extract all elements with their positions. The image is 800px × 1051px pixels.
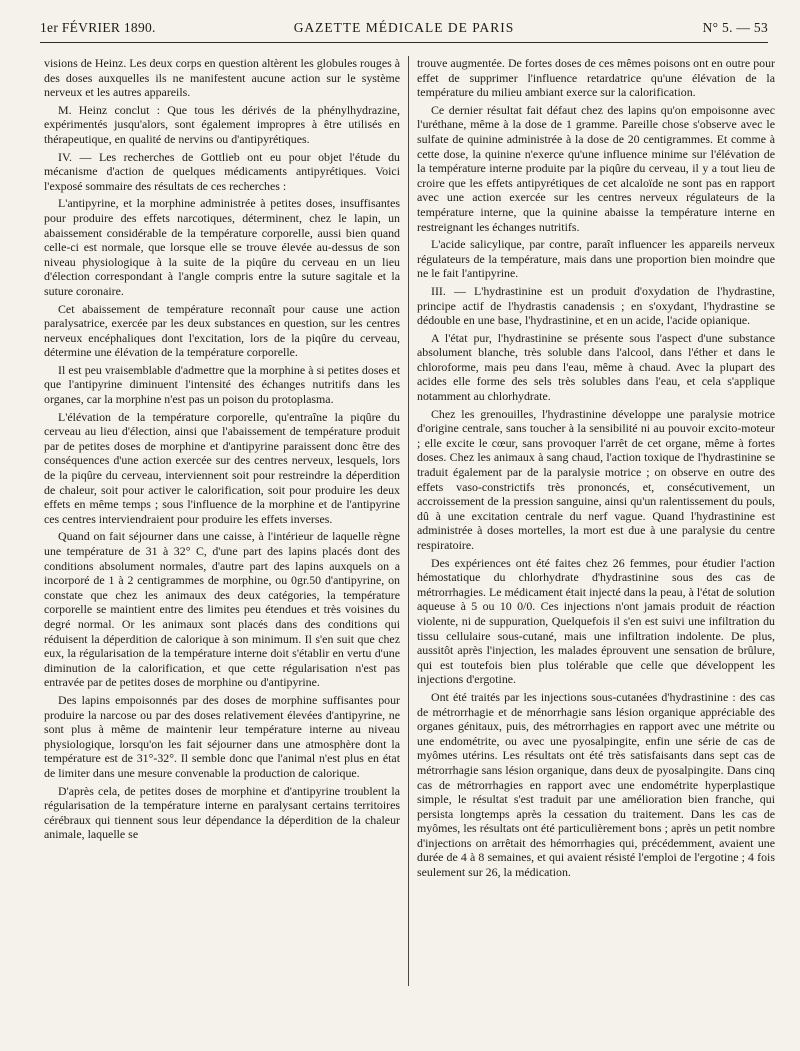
paragraph: Des expériences ont été faites chez 26 femmes, pour étudier l'action hémostatique du chlorhydrate d'hydrastinine sous des cas de métrorrhagies. Le médicament était injecté dans la peau, à l'état de solution aqueuse à 5 ou 10 0/0. Ces injections n'ont jamais produit de réaction violente, ni de suppuration, Quelquefois il s'en est suivi une infiltration du tissu cellulaire sous-cutané, mais une infiltration indolente. De plus, aussitôt après l'injection, les malades éprouvent une sensation de brûlure, qui est toutefois bien plus tolérable que celle que développent les injections d'ergotine.: [417, 555, 775, 687]
paragraph: L'antipyrine, et la morphine administrée à petites doses, insuffisantes pour produire des effets narcotiques, déterminent, chez le lapin, un abaissement considérable de la température corporelle, aussi bien quand celle-ci est normale, que lorsque elle se trouve élevée au-dessus de son niveau physiologique à la suite de la piqûre du cerveau en un lieu d'élection correspondant à l'angle compris entre la suture sagitale et la suture coronaire.: [44, 196, 400, 298]
header-issue-page: N° 5. — 53: [702, 20, 768, 35]
paragraph: M. Heinz conclut : Que tous les dérivés de la phénylhydrazine, expérimentés jusqu'alors, sont également impropres à être utilisés en thérapeutique, en qualité de nervins ou d'antipyrétiques.: [44, 102, 400, 146]
paragraph: Ce dernier résultat fait défaut chez des lapins qu'on empoisonne avec l'uréthane, même à la dose de 1 gramme. Pareille chose s'observe avec le sulfate de quinine administrée à la dose de 20 centigrammes. Et comme à cette dose, la quinine n'exerce qu'une influence minime sur l'élévation de la température interne produite par la piqûre du cerveau, il y a tout lieu de croire que les effets antipyrétiques de cet alcaloïde ne sont pas en rapport avec une action exercée sur les centres nerveux régulateurs de la température interne, que la quinine abaisse la température interne en restreignant les échanges nutritifs.: [417, 102, 775, 234]
paragraph: L'élévation de la température corporelle, qu'entraîne la piqûre du cerveau au lieu d'élection, ainsi que l'abaissement de température produit par de petites doses de morphine et d'antipyrine paraissent donc être des conséquences d'une action exercée sur des centres nerveux, lesquels, lors de la piqûre du cerveau, interviennent soit pour restreindre la déperdition de chaleur, soit pour activer le calorification, soit pour produire les deux effets en même temps ; sous l'influence de la morphine et de l'antipyrine ces centres interviendraient pour produire les effets inverses.: [44, 409, 400, 526]
header-journal-title: GAZETTE MÉDICALE DE PARIS: [293, 20, 515, 35]
column-divider: [408, 56, 409, 986]
paragraph: trouve augmentée. De fortes doses de ces mêmes poisons ont en outre pour effet de supprimer l'influence retardatrice qu'une élévation de la température du milieu ambiant exerce sur la calorification.: [417, 56, 775, 100]
paragraph: IV. — Les recherches de Gottlieb ont eu pour objet l'étude du mécanisme d'action de quelques médicaments antipyrétiques. Voici l'exposé sommaire des résultats de ces recherches :: [44, 149, 400, 193]
left-column: [44, 56, 400, 1041]
paragraph: D'après cela, de petites doses de morphine et d'antipyrine troublent la régularisation de la température interne en paralysant certains territoires cérébraux qui tiennent sous leur dépendance la déperdition de la chaleur animale, laquelle se: [44, 783, 400, 842]
header-date: 1er FÉVRIER 1890.: [40, 20, 156, 35]
paragraph: Cet abaissement de température reconnaît pour cause une action paralysatrice, exercée par les deux substances en question, sur les centres nerveux encéphaliques dont l'excitation, lors de la piqûre du cerveau, détermine une élévation de la température corporelle.: [44, 301, 400, 360]
paragraph: Il est peu vraisemblable d'admettre que la morphine à si petites doses et que l'antipyrine diminuent l'intensité des échanges nutritifs dans les organes, car la morphine n'est pas un poison du protoplasma.: [44, 362, 400, 407]
paragraph: III. — L'hydrastinine est un produit d'oxydation de l'hydrastine, principe actif de l'hydrastis canadensis ; en s'oxydant, l'hydrastine se dédouble en une base, l'hydrastinine, et en un acide, l'acide opianique.: [417, 283, 775, 328]
right-column: [417, 56, 775, 1041]
paragraph: L'acide salicylique, par contre, paraît influencer les appareils nerveux régulateurs de la température, mais dans une proportion bien moindre que ne le fait l'antipyrine.: [417, 237, 775, 281]
running-header: [40, 18, 768, 43]
paragraph: Des lapins empoisonnés par des doses de morphine suffisantes pour produire la narcose ou par des doses relativement élevées d'antipyrine, ne sont plus à même de maintenir leur température interne au niveau physiologique, lorsqu'on les fait séjourner dans une atmosphère dont la température est de 31°-32°. Il semble donc que l'animal n'est plus en état de limiter dans une mesure convenable la production de calorique.: [44, 692, 400, 780]
paragraph: visions de Heinz. Les deux corps en question altèrent les globules rouges à des doses auxquelles ils ne manifestent aucune action sur le système nerveux et les autres appareils.: [44, 56, 400, 100]
paragraph: Quand on fait séjourner dans une caisse, à l'intérieur de laquelle règne une température de 31 à 32° C, d'une part des lapins placés dont des conditions absolument normales, d'autre part des lapins auxquels on a incorporé de 1 à 2 centigrammes de morphine, ou 0gr.50 d'antipyrine, on constate que chez les animaux des deux catégories, la température corporelle se maintient entre des limites peu étendues et très voisines du degré normal. Or les animaux sont placés dans des conditions qui réduisent la déperdition de calorique à son minimum. Il s'en suit que chez eux, la régularisation de la température interne doit s'établir en vertu d'une diminution de la calorification, et que cette régularisation n'est pas entravée par de petites doses de morphine ou d'antipyrine.: [44, 529, 400, 690]
paragraph: Ont été traités par les injections sous-cutanées d'hydrastinine : des cas de métrorrhagie et de ménorrhagie sans lésion organique appréciable des organes génitaux, puis, des métrorrhagies en rapport avec une métrite ou une endométrite, ou avec une pyosalpingite, enfin une série de cas de myômes utérins. Les résultats ont été très satisfaisants dans sept cas de métrorrhagie sans lésion organique, dans deux de pyosalpingite. Dans cinq cas de métrorrhagies en rapport avec une endométrite hyperplastique simple, le résultat s'est traduit par une amélioration bien franche, qui persista longtemps après la cessation du traitement. Dans les cas de myômes, les résultats ont été particulièrement bons ; après un petit nombre d'injections on arrêtait des hémorrhagies qui, précédemment, avaient une durée de 4 à 8 semaines, et qui avaient résisté l'emploi de l'ergotine ; 4 fois seulement sur 26, la médication.: [417, 689, 775, 880]
paragraph: A l'état pur, l'hydrastinine se présente sous l'aspect d'une substance absolument blanche, très soluble dans l'alcool, dans l'éther et dans le chloroforme, mais peu dans l'eau, même à chaud. Avec la plupart des acides elle forme des sels très solubles dans l'eau, et cela s'applique notamment au chlorhydrate.: [417, 330, 775, 404]
paragraph: Chez les grenouilles, l'hydrastinine développe une paralysie motrice d'origine centrale, sans toucher à la sensibilité ni au pouvoir excito-moteur ; elle excite le cœur, sans provoquer l'arrêt de cet organe, même à fortes doses. Chez les animaux à sang chaud, l'action toxique de l'hydrastinine se traduit également par de la paralysie motrice ; on observe en outre des effets vaso-constrictifs très prononcés, et, consécutivement, un accroissement de la pression sanguine, ainsi qu'un ralentissement du pouls, dû à une excitation centrale du nerf vague. Quand l'hydrastinine est administrée à doses mortelles, la mort est due à une paralysie du centre respiratoire.: [417, 406, 775, 552]
